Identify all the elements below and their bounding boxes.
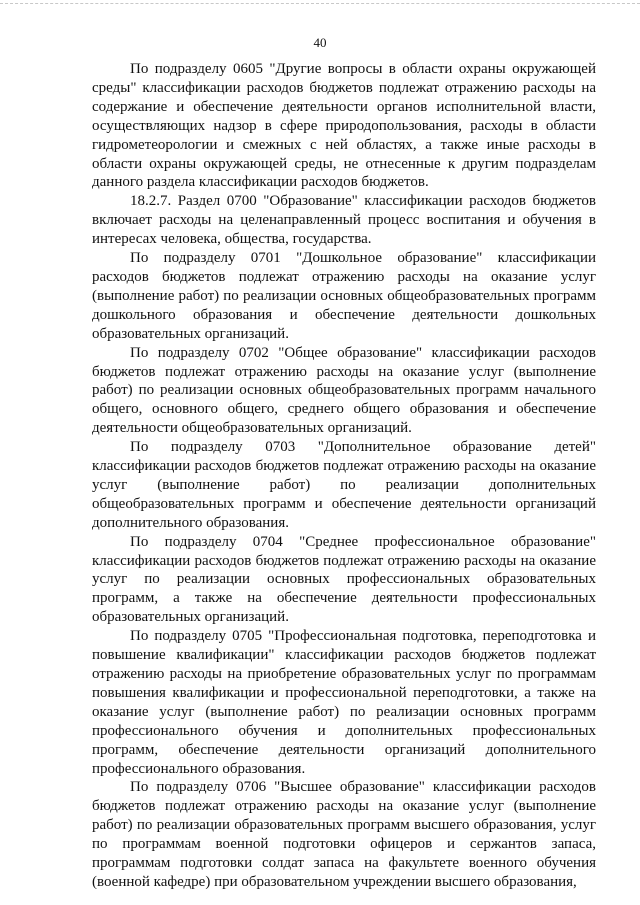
scan-edge-line	[0, 3, 640, 4]
paragraph-0706: По подразделу 0706 "Высшее образование" классификации расходов бюджетов подлежат отражению расходы на оказание услуг (выполнение работ) по реализации образовательных программ высшего образования, услуг по программам военной подготовки офицеров и сержантов запаса, программам подготовки солдат запаса на факультете военного обучения (военной кафедре) при образовательном учреждении высшего образования,	[92, 779, 596, 890]
document-body	[92, 60, 596, 892]
paragraph-0702: По подразделу 0702 "Общее образование" классификации расходов бюджетов подлежат отражению расходы на оказание услуг (выполнение работ) по реализации основных общеобразовательных программ начального общего, основного общего, среднего общего образования и обеспечение деятельности общеобразовательных организаций.	[92, 344, 596, 437]
paragraph-0704: По подразделу 0704 "Среднее профессиональное образование" классификации расходов бюджетов подлежат отражению расходы на оказание услуг по реализации основных профессиональных образовательных программ, а также на обеспечение деятельности профессиональных образовательных организаций.	[92, 533, 596, 626]
paragraph-0705: По подразделу 0705 "Профессиональная подготовка, переподготовка и повышение квалификации" классификации расходов бюджетов подлежат отражению расходы на приобретение образовательных услуг по программам повышения квалификации и профессиональной переподготовки, а также на оказание услуг (выполнение работ) по реализации основных программ профессионального обучения и дополнительных профессиональных программ, обеспечение деятельности организаций дополнительного профессионального образования.	[92, 628, 596, 777]
paragraph-0701: По подразделу 0701 "Дошкольное образование" классификации расходов бюджетов подлежат отражению расходы на оказание услуг (выполнение работ) по реализации основных общеобразовательных программ дошкольного образования и обеспечение деятельности дошкольных образовательных организаций.	[92, 250, 596, 342]
page-number: 40	[313, 35, 327, 50]
paragraph-0703: По подразделу 0703 "Дополнительное образование детей" классификации расходов бюджетов подлежат отражению расходы на оказание услуг (выполнение работ) по реализации дополнительных общеобразовательных программ и обеспечение деятельности организаций дополнительного образования.	[92, 439, 596, 531]
paragraph-0605: По подразделу 0605 "Другие вопросы в области охраны окружающей среды" классификации расходов бюджетов подлежат отражению расходы на содержание и обеспечение деятельности органов исполнительной власти, осуществляющих надзор в сфере природопользования, расходы в области гидрометеорологии и смежных с ней областях, а также иные расходы в области охраны окружающей среды, не отнесенные к другим подразделам данного раздела классификации расходов бюджетов.	[92, 61, 596, 191]
paragraph-section-0700: 18.2.7. Раздел 0700 "Образование" классификации расходов бюджетов включает расходы на целенаправленный процесс воспитания и обучения в интересах человека, общества, государства.	[92, 193, 596, 248]
